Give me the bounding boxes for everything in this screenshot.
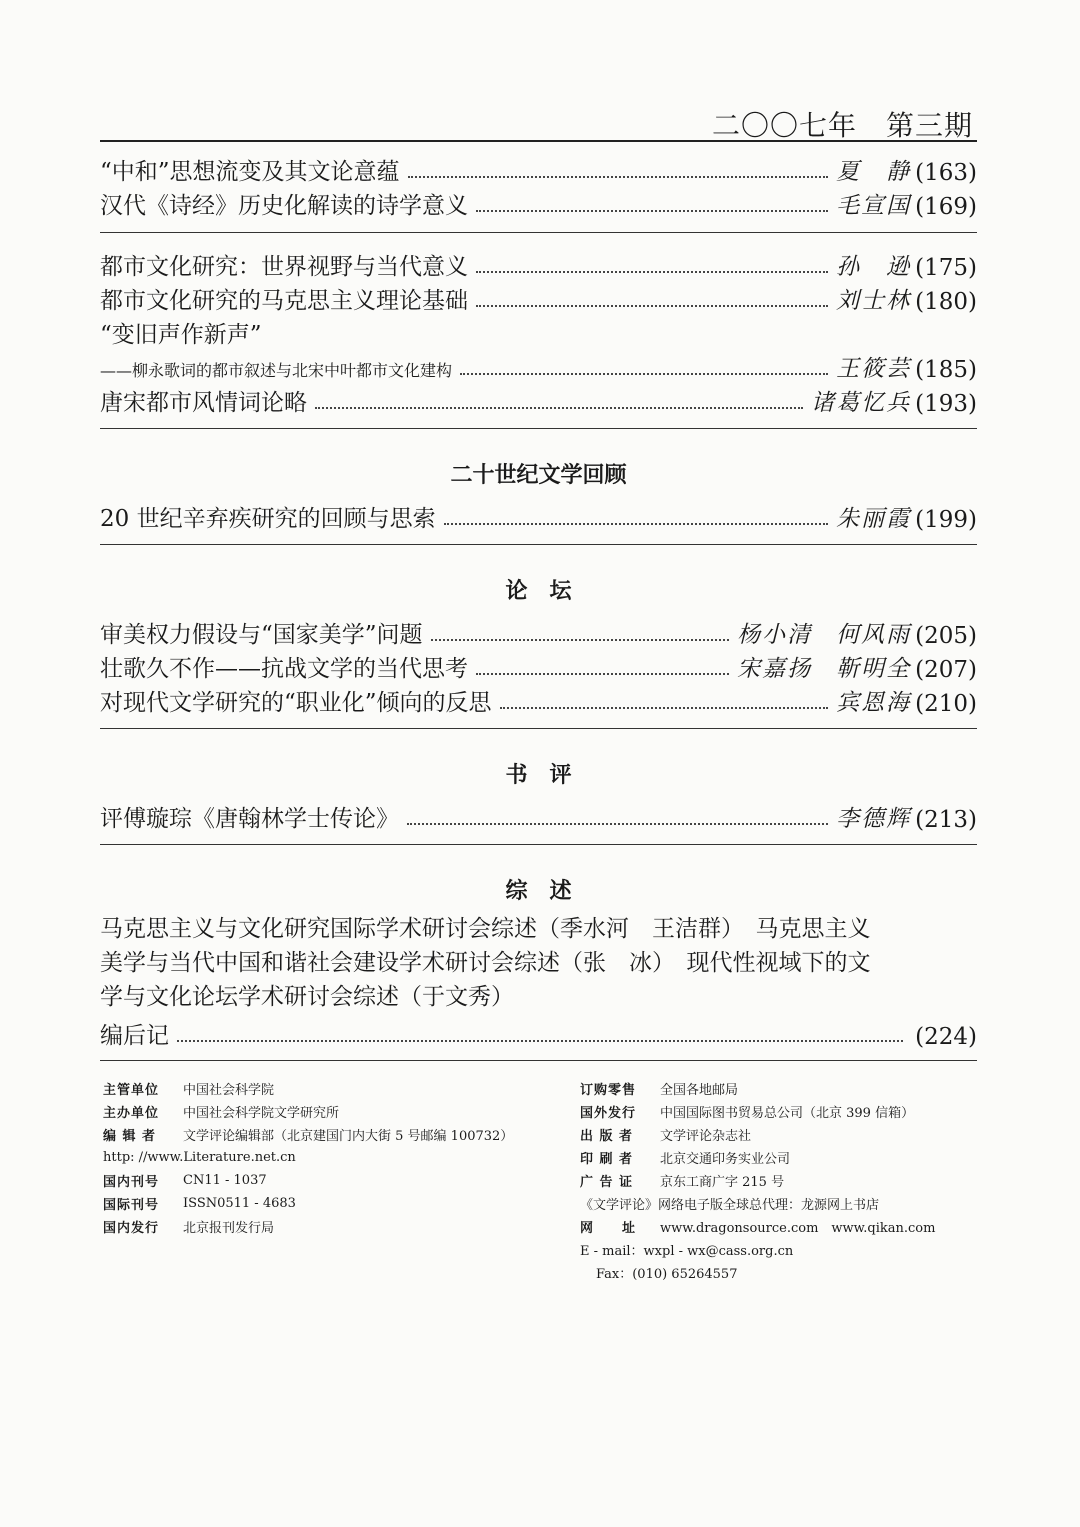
entry-title: 都市文化研究：世界视野与当代意义 bbox=[100, 254, 468, 280]
info-label: 主管单位 bbox=[103, 1083, 160, 1098]
info-label: 国内发行 bbox=[103, 1221, 160, 1236]
entry-title: 评傅璇琮《唐翰林学士传论》 bbox=[100, 806, 399, 832]
leader-dots bbox=[476, 271, 828, 273]
entry-title: “变旧声作新声” bbox=[100, 322, 262, 348]
entry-author: 孙 逊 bbox=[836, 254, 912, 280]
info-row bbox=[103, 1123, 513, 1146]
entry-coauthor: 靳明全 bbox=[836, 656, 912, 682]
entry-title: 对现代文学研究的“职业化”倾向的反思 bbox=[100, 690, 492, 716]
info-row bbox=[580, 1238, 935, 1261]
toc-entry-afterword[interactable] bbox=[100, 1014, 977, 1050]
entry-author: 诸葛忆兵 bbox=[811, 390, 912, 416]
info-value: CN11 - 1037 bbox=[183, 1173, 267, 1188]
leader-dots bbox=[444, 523, 829, 525]
entry-page: (199) bbox=[915, 507, 977, 533]
entry-page: (175) bbox=[915, 255, 977, 281]
website-url[interactable]: http: //www.Literature.net.cn bbox=[103, 1150, 296, 1165]
info-row bbox=[580, 1146, 935, 1169]
info-row bbox=[580, 1192, 935, 1215]
info-label: 国际刊号 bbox=[103, 1198, 160, 1213]
info-value: ISSN0511 - 4683 bbox=[183, 1196, 296, 1211]
section-rule bbox=[100, 544, 977, 545]
info-row bbox=[580, 1261, 935, 1284]
info-label: 印 刷 者 bbox=[580, 1152, 634, 1167]
publication-info-right bbox=[580, 1077, 935, 1284]
info-label: 国外发行 bbox=[580, 1106, 637, 1121]
entry-title: 20 世纪辛弃疾研究的回顾与思索 bbox=[100, 506, 436, 532]
entry-title: 壮歌久不作——抗战文学的当代思考 bbox=[100, 656, 468, 682]
info-value: 文学评论编辑部（北京建国门内大街 5 号邮编 100732） bbox=[183, 1129, 514, 1144]
info-label: 订购零售 bbox=[580, 1083, 637, 1098]
info-value: 全国各地邮局 bbox=[660, 1083, 739, 1098]
entry-author: 刘士林 bbox=[836, 288, 912, 314]
entry-page: (185) bbox=[915, 357, 977, 383]
issue-label: 二〇〇七年 第三期 bbox=[711, 109, 973, 142]
info-row bbox=[103, 1077, 513, 1100]
toc-entry-title-only[interactable] bbox=[100, 313, 977, 349]
section-heading-summary: 综 述 bbox=[505, 879, 572, 904]
info-row bbox=[580, 1169, 935, 1192]
section-rule bbox=[100, 232, 977, 233]
toc-entry[interactable] bbox=[100, 150, 977, 186]
entry-author: 杨小清 bbox=[737, 622, 813, 648]
leader-dots bbox=[476, 673, 729, 675]
info-row bbox=[580, 1123, 935, 1146]
toc-entry[interactable] bbox=[100, 279, 977, 315]
toc-entry[interactable] bbox=[100, 681, 977, 717]
summary-line: 马克思主义与文化研究国际学术研讨会综述（季水河 王洁群） 马克思主义 bbox=[100, 916, 871, 942]
info-label: 主办单位 bbox=[103, 1106, 160, 1121]
leader-dots bbox=[476, 210, 828, 212]
info-row bbox=[580, 1100, 935, 1123]
info-label: 编 辑 者 bbox=[103, 1129, 157, 1144]
section-heading-forum: 论 坛 bbox=[505, 579, 572, 604]
info-row bbox=[103, 1169, 513, 1192]
leader-dots bbox=[460, 373, 828, 375]
toc-entry-subtitle[interactable] bbox=[100, 347, 977, 383]
info-row bbox=[580, 1077, 935, 1100]
fax-number: Fax：(010) 65264557 bbox=[596, 1267, 738, 1282]
entry-page: (205) bbox=[915, 623, 977, 649]
toc-entry[interactable] bbox=[100, 613, 977, 649]
online-agent: 《文学评论》网络电子版全球总代理：龙源网上书店 bbox=[580, 1198, 880, 1213]
entry-page: (207) bbox=[915, 657, 977, 683]
leader-dots bbox=[407, 823, 828, 825]
leader-dots bbox=[177, 1040, 903, 1042]
entry-page: (163) bbox=[915, 160, 977, 186]
info-label: 网 址 bbox=[580, 1221, 637, 1236]
entry-author: 宾恩海 bbox=[836, 690, 912, 716]
info-row bbox=[580, 1215, 935, 1238]
entry-title: “中和”思想流变及其文论意蕴 bbox=[100, 159, 400, 185]
leader-dots bbox=[476, 305, 828, 307]
entry-coauthor: 何风雨 bbox=[836, 622, 912, 648]
info-row bbox=[103, 1100, 513, 1123]
toc-entry[interactable] bbox=[100, 497, 977, 533]
info-value: 京东工商广字 215 号 bbox=[660, 1175, 785, 1190]
section-rule bbox=[100, 428, 977, 429]
info-value: 中国国际图书贸易总公司（北京 399 信箱） bbox=[660, 1106, 915, 1121]
entry-author: 夏 静 bbox=[836, 159, 912, 185]
entry-title: 汉代《诗经》历史化解读的诗学意义 bbox=[100, 193, 468, 219]
summary-paragraph bbox=[100, 912, 984, 1014]
website-urls[interactable]: www.dragonsource.com www.qikan.com bbox=[660, 1221, 936, 1236]
summary-line: 学与文化论坛学术研讨会综述（于文秀） bbox=[100, 984, 514, 1010]
header-rule bbox=[100, 140, 977, 142]
entry-page: (193) bbox=[915, 391, 977, 417]
entry-page: (224) bbox=[915, 1024, 977, 1050]
info-value: 北京报刊发行局 bbox=[183, 1221, 275, 1236]
entry-author: 毛宣国 bbox=[836, 193, 912, 219]
toc-entry[interactable] bbox=[100, 245, 977, 281]
entry-author: 宋嘉扬 bbox=[737, 656, 813, 682]
info-value: 中国社会科学院 bbox=[183, 1083, 275, 1098]
entry-title: 编后记 bbox=[100, 1023, 169, 1049]
info-label: 广 告 证 bbox=[580, 1175, 634, 1190]
entry-title: 审美权力假设与“国家美学”问题 bbox=[100, 622, 423, 648]
leader-dots bbox=[431, 639, 730, 641]
info-row bbox=[103, 1215, 513, 1238]
section-heading-bookreview: 书 评 bbox=[505, 763, 572, 788]
info-value: 北京交通印务实业公司 bbox=[660, 1152, 791, 1167]
entry-page: (213) bbox=[915, 807, 977, 833]
section-heading-retro: 二十世纪文学回顾 bbox=[450, 463, 627, 488]
section-rule bbox=[100, 844, 977, 845]
leader-dots bbox=[408, 176, 829, 178]
info-value: 文学评论杂志社 bbox=[660, 1129, 752, 1144]
entry-page: (210) bbox=[915, 691, 977, 717]
entry-author: 王筱芸 bbox=[836, 356, 912, 382]
entry-page: (169) bbox=[915, 194, 977, 220]
entry-title: 唐宋都市风情词论略 bbox=[100, 390, 307, 416]
info-value: 中国社会科学院文学研究所 bbox=[183, 1106, 340, 1121]
info-label: 出 版 者 bbox=[580, 1129, 634, 1144]
summary-line: 美学与当代中国和谐社会建设学术研讨会综述（张 冰） 现代性视域下的文 bbox=[100, 950, 871, 976]
entry-title: 都市文化研究的马克思主义理论基础 bbox=[100, 288, 468, 314]
toc-entry[interactable] bbox=[100, 647, 977, 683]
entry-author: 李德辉 bbox=[836, 806, 912, 832]
entry-page: (180) bbox=[915, 289, 977, 315]
section-rule bbox=[100, 728, 977, 729]
leader-dots bbox=[500, 707, 829, 709]
publication-info-left bbox=[103, 1077, 513, 1238]
footer-rule bbox=[100, 1060, 977, 1061]
toc-entry[interactable] bbox=[100, 184, 977, 220]
email-address[interactable]: E - mail：wxpl - wx@cass.org.cn bbox=[580, 1244, 794, 1259]
leader-dots bbox=[315, 407, 803, 409]
info-label: 国内刊号 bbox=[103, 1175, 160, 1190]
info-row bbox=[103, 1192, 513, 1215]
info-row bbox=[103, 1146, 513, 1169]
toc-entry[interactable] bbox=[100, 381, 977, 417]
entry-author: 朱丽霞 bbox=[836, 506, 912, 532]
entry-subtitle: ——柳永歌词的都市叙述与北宋中叶都市文化建构 bbox=[100, 361, 453, 380]
toc-entry[interactable] bbox=[100, 797, 977, 833]
